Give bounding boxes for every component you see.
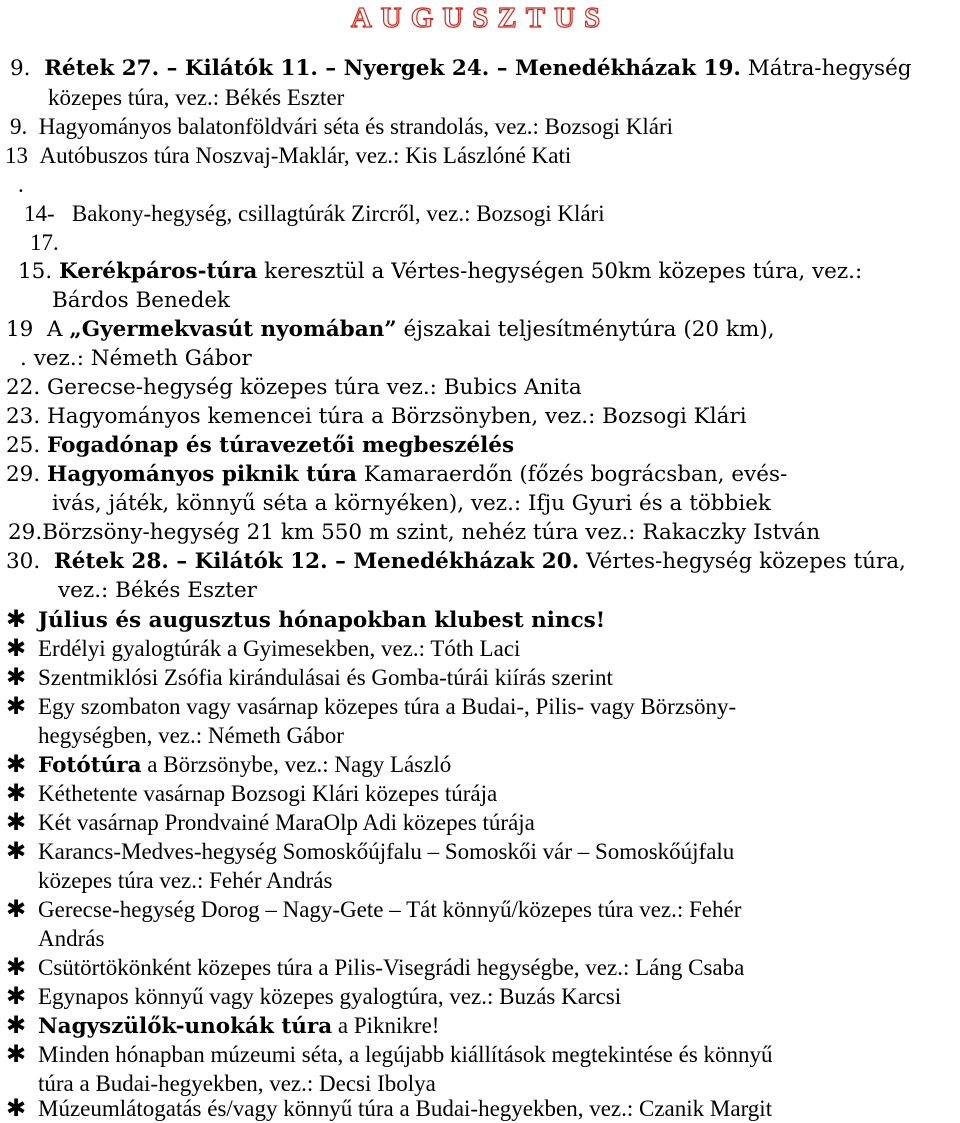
bullet-item: Csütörtökönként közepes túra a Pilis-Visegrádi hegységbe, vez.: Láng Csaba	[38, 955, 745, 980]
asterisk-bullet-icon: ✱	[6, 1040, 27, 1068]
schedule-item: 23. Hagyományos kemencei túra a Börzsönyben, vez.: Bozsogi Klári	[6, 404, 747, 429]
schedule-item: 29.Börzsöny-hegység 21 km 550 m szint, nehéz túra vez.: Rakaczky István	[8, 520, 821, 545]
schedule-item: 9. Hagyományos balatonföldvári séta és strandolás, vez.: Bozsogi Klári	[10, 114, 674, 139]
bullet-item-continuation: hegységben, vez.: Németh Gábor	[38, 723, 344, 748]
schedule-item: 22. Gerecse-hegység közepes túra vez.: Bubics Anita	[6, 375, 582, 400]
schedule-date-fragment: .	[18, 172, 24, 197]
bullet-item: Kéthetente vasárnap Bozsogi Klári közepes túrája	[38, 781, 498, 806]
bullet-item: Nagyszülők-unokák túra a Piknikre!	[38, 1013, 440, 1039]
asterisk-bullet-icon: ✱	[6, 1011, 27, 1039]
bullet-item: Erdélyi gyalogtúrák a Gyimesekben, vez.: Tóth Laci	[38, 636, 521, 661]
asterisk-bullet-icon: ✱	[6, 750, 27, 778]
schedule-item-continuation: ivás, játék, könnyű séta a környéken), vez.: Ifju Gyuri és a többiek	[52, 491, 771, 516]
asterisk-bullet-icon: ✱	[6, 1094, 27, 1122]
bullet-item: Minden hónapban múzeumi séta, a legújabb kiállítások megtekintése és könnyű	[38, 1042, 773, 1067]
bullet-item: Egynapos könnyű vagy közepes gyalogtúra, vez.: Buzás Karcsi	[38, 984, 622, 1009]
asterisk-bullet-icon: ✱	[6, 808, 27, 836]
asterisk-bullet-icon: ✱	[6, 663, 27, 691]
schedule-item: 30. Rétek 28. – Kilátók 12. – Menedékházak 20. Vértes-hegység közepes túra,	[6, 549, 906, 574]
asterisk-bullet-icon: ✱	[6, 779, 27, 807]
asterisk-bullet-icon: ✱	[6, 837, 27, 865]
bullet-item: Gerecse-hegység Dorog – Nagy-Gete – Tát könnyű/közepes túra vez.: Fehér	[38, 897, 742, 922]
schedule-item: 13 Autóbuszos túra Noszvaj-Maklár, vez.: Kis Lászlóné Kati	[5, 143, 572, 168]
schedule-item: 14- Bakony-hegység, csillagtúrák Zircről, vez.: Bozsogi Klári	[24, 201, 605, 226]
bullet-item-continuation: közepes túra vez.: Fehér András	[38, 868, 333, 893]
asterisk-bullet-icon: ✱	[6, 982, 27, 1010]
schedule-item: 19 A „Gyermekvasút nyomában” éjszakai teljesítménytúra (20 km),	[6, 317, 775, 342]
schedule-item-continuation: vez.: Békés Eszter	[58, 578, 257, 603]
bullet-item: Szentmiklósi Zsófia kirándulásai és Gomba-túrái kiírás szerint	[38, 665, 613, 690]
bullet-item: Egy szombaton vagy vasárnap közepes túra a Budai-, Pilis- vagy Börzsöny-	[38, 694, 737, 719]
bullet-item: Fotótúra a Börzsönybe, vez.: Nagy László	[38, 752, 452, 778]
schedule-item: 29. Hagyományos piknik túra Kamaraerdőn (főzés bográcsban, evés-	[6, 462, 788, 487]
bullet-item: Július és augusztus hónapokban klubest nincs!	[38, 608, 606, 633]
asterisk-bullet-icon: ✱	[6, 692, 27, 720]
asterisk-bullet-icon: ✱	[6, 953, 27, 981]
schedule-item: . vez.: Németh Gábor	[20, 346, 252, 371]
schedule-item-continuation: Bárdos Benedek	[52, 288, 231, 313]
asterisk-bullet-icon: ✱	[6, 895, 27, 923]
schedule-item-continuation: közepes túra, vez.: Békés Eszter	[48, 85, 345, 110]
bullet-item-continuation: túra a Budai-hegyekben, vez.: Decsi Ibolya	[38, 1071, 436, 1096]
asterisk-bullet-icon: ✱	[6, 605, 27, 633]
page-title: AUGUSZTUS	[350, 2, 610, 34]
asterisk-bullet-icon: ✱	[6, 634, 27, 662]
bullet-item: Két vasárnap Prondvainé MaraOlp Adi közepes túrája	[38, 810, 535, 835]
bullet-item: Múzeumlátogatás és/vagy könnyű túra a Budai-hegyekben, vez.: Czanik Margit	[38, 1096, 773, 1121]
schedule-date-fragment: 17.	[30, 230, 59, 255]
bullet-item: Karancs-Medves-hegység Somoskőújfalu – Somoskői vár – Somoskőújfalu	[38, 839, 735, 864]
schedule-item: 9. Rétek 27. – Kilátók 11. – Nyergek 24. – Menedékházak 19. Mátra-hegység	[10, 56, 912, 81]
schedule-item: 15. Kerékpáros-túra keresztül a Vértes-hegységen 50km közepes túra, vez.:	[18, 259, 863, 284]
bullet-item-continuation: András	[38, 926, 105, 951]
schedule-item: 25. Fogadónap és túravezetői megbeszélés	[6, 433, 515, 458]
